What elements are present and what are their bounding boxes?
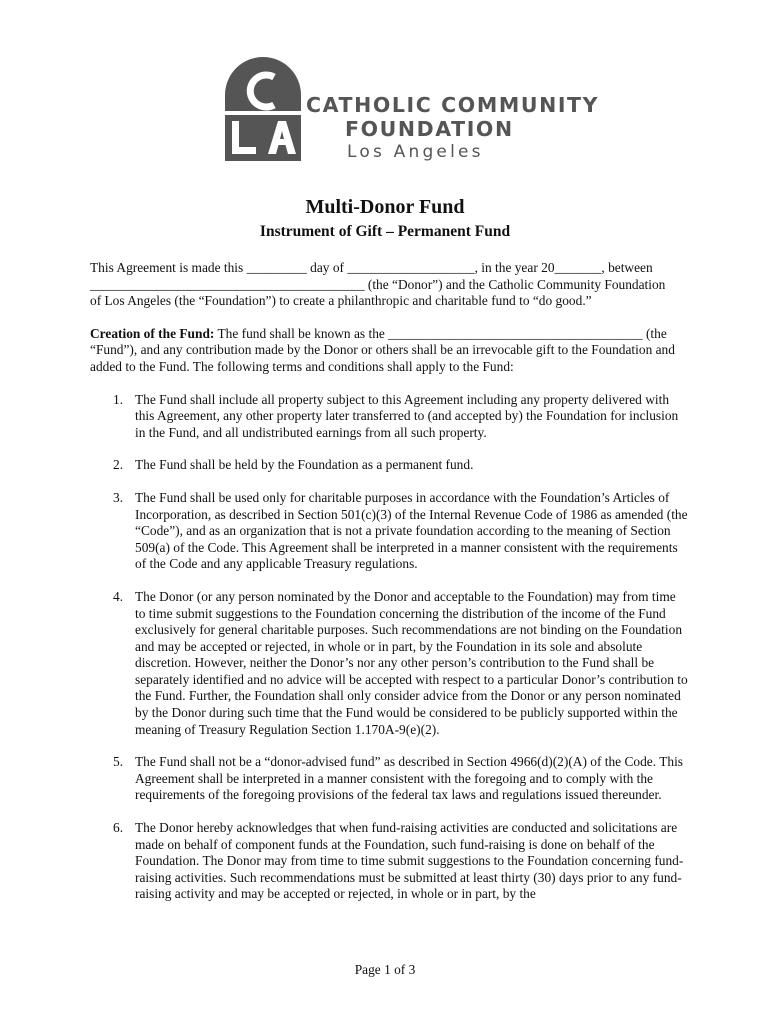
term-number: 4. — [113, 588, 124, 604]
term-number: 3. — [113, 489, 124, 505]
creation-label: Creation of the Fund: — [90, 325, 215, 341]
term-number: 5. — [113, 754, 124, 770]
term-text: The Fund shall include all property subject to this Agreement including any property delivered with this Agreement, any other property later transferred to (and accepted by) the Foundation for inclusion in the Fund, and all undistributed earnings from all such property. — [135, 391, 679, 440]
document-body — [90, 260, 688, 919]
term-item — [90, 392, 688, 442]
term-item — [90, 457, 688, 474]
intro-paragraph — [90, 260, 688, 310]
term-item — [90, 589, 688, 738]
logo-line-catholic-community: CATHOLIC COMMUNITY — [306, 93, 600, 117]
logo-line-foundation: FOUNDATION — [345, 117, 514, 141]
foundation-logo — [222, 55, 600, 167]
term-item — [90, 754, 688, 804]
page-number: Page 1 of 3 — [354, 962, 416, 977]
term-text: The Fund shall not be a “donor-advised fund” as described in Section 4966(d)(2)(A) of the Code. This Agreement shall be interpreted in a manner consistent with the foregoing and to comply with the requirements of the foregoing provisions of the federal tax laws and regulations issued thereunder. — [135, 754, 683, 803]
creation-paragraph — [90, 326, 688, 376]
term-number: 1. — [113, 391, 124, 407]
term-text: The Fund shall be used only for charitable purposes in accordance with the Foundation’s Articles of Incorporation, as described in Section 501(c)(3) of the Internal Revenue Code of 1986 as amended (the “Code”), and as an organization that is not a private foundation according to the meaning of Section 509(a) of the Code. This Agreement shall be interpreted in a manner consistent with the requirements of the Code and any applicable Treasury regulations. — [135, 489, 688, 572]
term-item — [90, 490, 688, 573]
term-item — [90, 820, 688, 903]
document-subtitle: Instrument of Gift – Permanent Fund — [259, 223, 511, 240]
document-title: Multi-Donor Fund — [305, 196, 465, 218]
intro-line: This Agreement is made this _________ day of ___________________, in the year 20_______, between — [90, 260, 653, 275]
term-number: 6. — [113, 820, 124, 836]
terms-list — [90, 392, 688, 903]
term-text: The Donor hereby acknowledges that when fund-raising activities are conducted and solicitations are made on behalf of component funds at the Foundation, such fund-raising is done on behalf of the Foundation. The Donor may from time to time submit suggestions to the Foundation concerning fund-raising activities. Such recommendations must be submitted at least thirty (30) days prior to any fund-raising activity and may be accepted or rejected, in whole or in part, by the — [135, 820, 684, 902]
intro-line: of Los Angeles (the “Foundation”) to create a philanthropic and charitable fund to “do good.” — [90, 293, 592, 309]
term-text: The Donor (or any person nominated by the Donor and acceptable to the Foundation) may from time to time submit suggestions to the Foundation concerning the distribution of the income of the Fund exclusively for general charitable purposes. Such recommendations are not binding on the Foundation and may be accepted or rejected, in whole or in part, by the Foundation in its sole and absolute discretion. However, neither the Donor’s nor any other person’s contribution to the Fund shall be separately identified and no advice will be accepted with respect to a particular Donor’s contribution to the Fund. Further, the Foundation shall only consider advice from the Donor or any person nominated by the Donor during such time that the Fund would be considered to be publicly supported within the meaning of Treasury Regulation Section 1.170A-9(e)(2). — [135, 588, 688, 737]
logo-wordmark — [306, 93, 599, 163]
logo-line-los-angeles: Los Angeles — [347, 142, 484, 162]
term-number: 2. — [113, 457, 124, 473]
term-text: The Fund shall be held by the Foundation as a permanent fund. — [135, 457, 474, 473]
cla-logo-mark-icon — [222, 55, 304, 165]
creation-text: The fund shall be known as the ______________________________________ (the “Fund”), and any contribution made by the Donor or others shall be an irrevocable gift to the Foundation and added to the Fund. The following terms and conditions shall apply to the Fund: — [90, 325, 675, 374]
intro-line: _________________________________________ (the “Donor”) and the Catholic Community Foundation — [90, 276, 666, 292]
